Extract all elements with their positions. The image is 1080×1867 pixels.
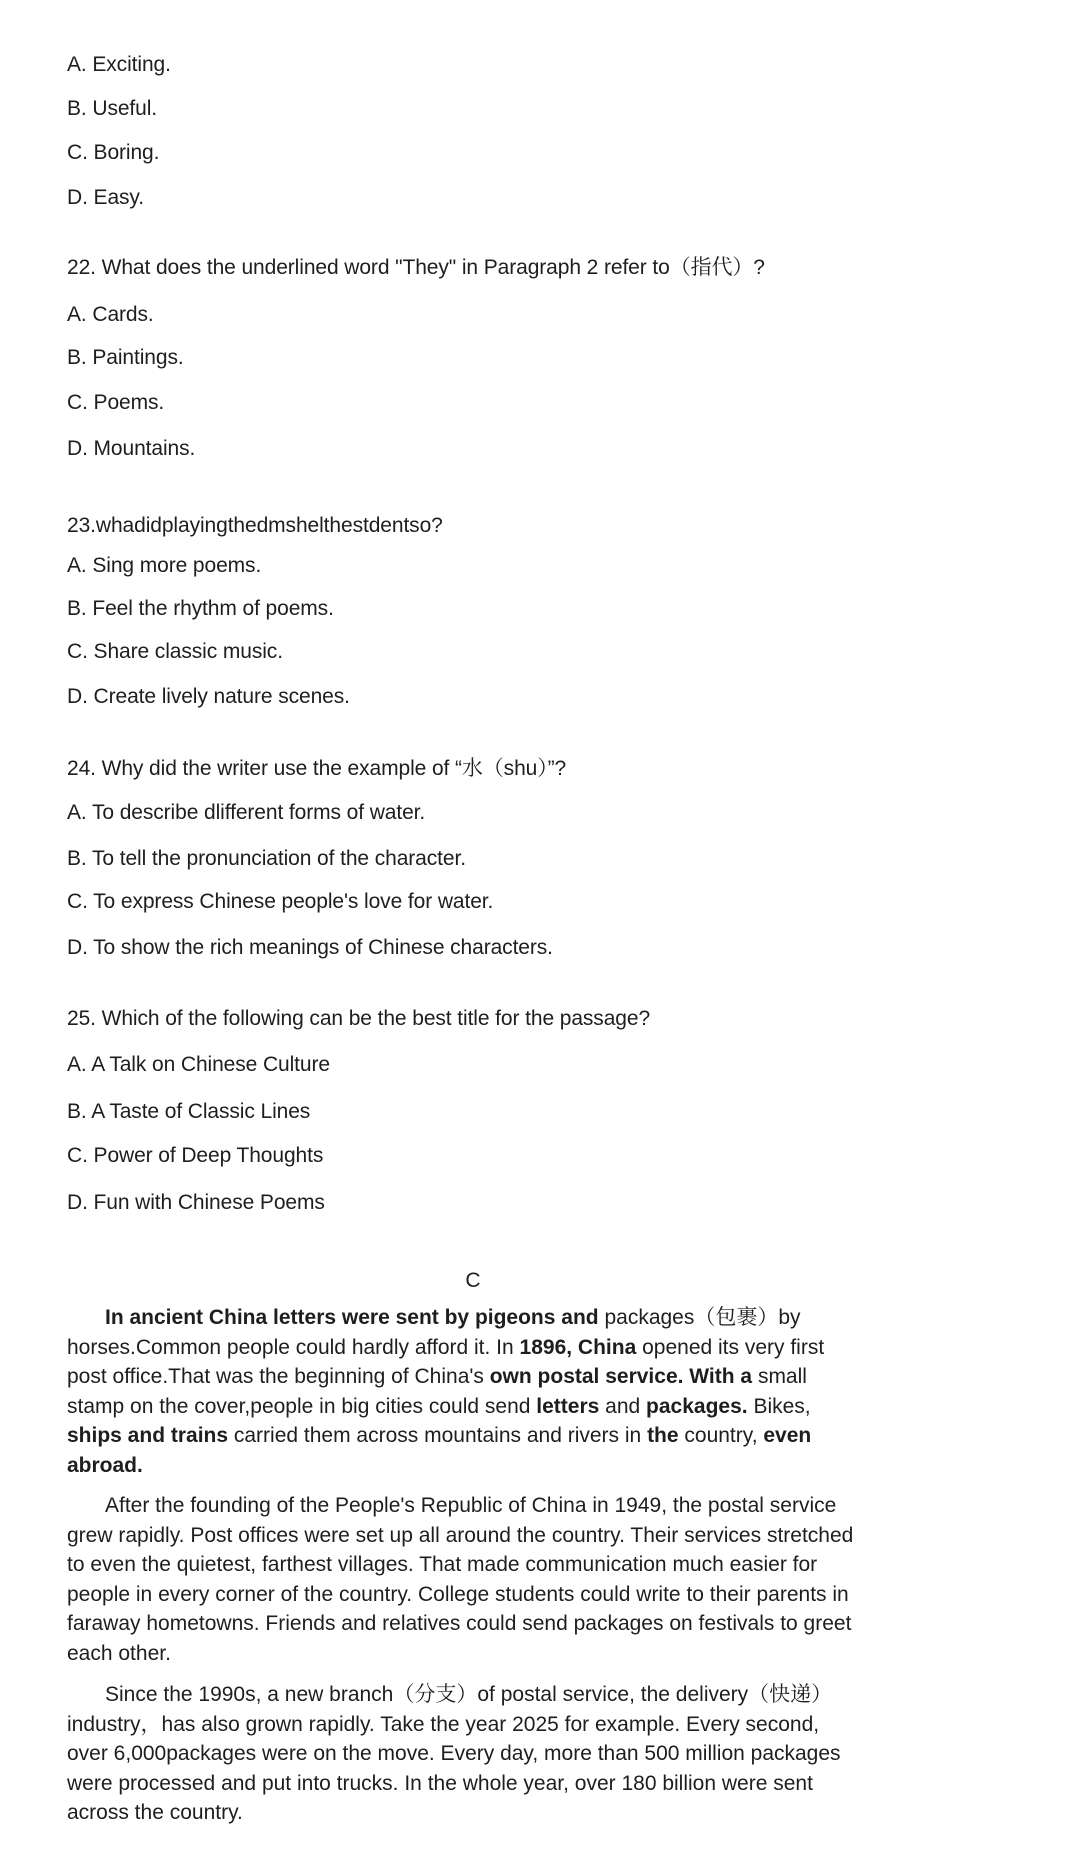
q25-option-d: D. Fun with Chinese Poems xyxy=(67,1191,325,1214)
q23-option-a: A. Sing more poems. xyxy=(67,554,262,577)
q22-option-d: D. Mountains. xyxy=(67,437,196,460)
q23-option-c: C. Share classic music. xyxy=(67,640,283,663)
q21-option-c: C. Boring. xyxy=(67,141,160,164)
q24-option-c: C. To express Chinese people's love for water. xyxy=(67,890,494,913)
q25-option-b: B. A Taste of Classic Lines xyxy=(67,1100,311,1123)
p1-run-6: letters xyxy=(536,1394,600,1418)
p1-run-12: the xyxy=(647,1424,679,1447)
p1-run-2: 1896, China xyxy=(519,1335,637,1359)
passage-paragraph-3: Since the 1990s, a new branch（分支）of postal service, the delivery（快递）industry，has also grown rapidly. Take the year 2025 for example. Every second, over 6,000packages were on the move. Every day, more than 500 million packages were processed and put into trucks. In the whole year, over 180 billion were sent across the country. xyxy=(67,1683,841,1824)
q24-question: 24. Why did the writer use the example of “水（shu）”? xyxy=(67,757,567,780)
q22-option-b: B. Paintings. xyxy=(67,346,184,369)
q22-option-c: C. Poems. xyxy=(67,391,165,414)
p1-run-5: small stamp on the cover,people in big cities could send xyxy=(67,1365,807,1418)
q22-option-a: A. Cards. xyxy=(67,303,154,326)
section-c-heading: C xyxy=(465,1269,481,1292)
q25-question: 25. Which of the following can be the best title for the passage? xyxy=(67,1007,651,1030)
q24-option-b: B. To tell the pronunciation of the character. xyxy=(67,847,466,870)
q21-option-b: B. Useful. xyxy=(67,97,158,120)
p1-run-4: own postal service. With a xyxy=(489,1365,753,1388)
q24-option-a: A. To describe dlifferent forms of water. xyxy=(67,801,426,824)
q21-option-d: D. Easy. xyxy=(67,186,144,209)
p1-run-14: even abroad. xyxy=(67,1424,812,1477)
q25-option-c: C. Power of Deep Thoughts xyxy=(67,1144,324,1167)
p1-run-1: packages（包裹）by horses.Common people could hardly afford it. In xyxy=(67,1306,801,1359)
passage-paragraph-2: After the founding of the People's Republic of China in 1949, the postal service grew rapidly. Post offices were set up all around the country. Their services stretched to even the quietest, farthest villages. That made communication much easier for people in every corner of the country. College students could write to their parents in faraway hometowns. Friends and relatives could send packages on festivals to greet each other. xyxy=(67,1494,854,1665)
p1-run-8: packages. xyxy=(646,1394,748,1418)
q23-option-d: D. Create lively nature scenes. xyxy=(67,685,350,708)
q23-question: 23.whadidplayingthedmshelthestdentso? xyxy=(67,514,443,537)
q22-question: 22. What does the underlined word "They" in Paragraph 2 refer to（指代）? xyxy=(67,256,765,279)
q25-option-a: A. A Talk on Chinese Culture xyxy=(67,1053,330,1076)
q21-option-a: A. Exciting. xyxy=(67,53,171,76)
p1-run-7: and xyxy=(599,1394,647,1418)
q23-option-b: B. Feel the rhythm of poems. xyxy=(67,597,334,620)
p1-run-13: country, xyxy=(678,1424,764,1447)
p1-run-10: ships and trains xyxy=(67,1424,229,1447)
p1-run-11: carried them across mountains and rivers in xyxy=(228,1424,648,1447)
p1-run-9: Bikes, xyxy=(747,1394,811,1418)
q24-option-d: D. To show the rich meanings of Chinese characters. xyxy=(67,936,553,959)
p1-run-0: In ancient China letters were sent by pigeons and xyxy=(105,1306,599,1329)
passage-paragraph-1 xyxy=(67,1303,857,1480)
p1-run-3: opened its very first post office.That was the beginning of China's xyxy=(67,1335,825,1388)
